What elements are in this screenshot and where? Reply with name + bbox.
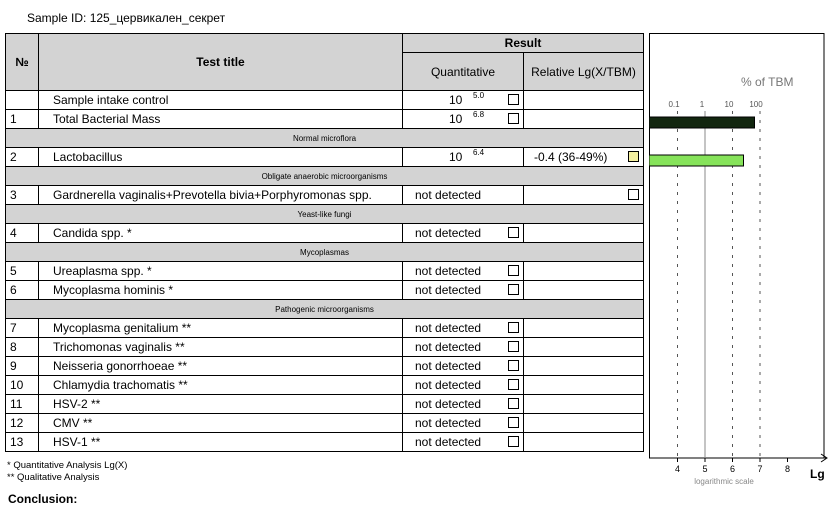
relative-cell: [524, 376, 644, 395]
table-row: [6, 186, 644, 205]
not-detected-text: not detected: [415, 397, 482, 411]
x-tick-label: 4: [674, 464, 681, 474]
quantitative-cell: [403, 319, 524, 338]
footnotes: [7, 460, 127, 484]
table-row: [6, 110, 644, 129]
section-row: [6, 243, 644, 262]
relative-cell: [524, 281, 644, 300]
result-checkbox: [508, 227, 519, 238]
table-row: [6, 414, 644, 433]
section-label: Yeast-like fungi: [6, 205, 644, 224]
sample-id: Sample ID: 125_цервикален_секрет: [27, 11, 226, 25]
quantitative-cell: [403, 338, 524, 357]
table-row: [6, 338, 644, 357]
x-unit-label: Lg: [810, 467, 825, 481]
test-title: Ureaplasma spp. *: [39, 262, 403, 281]
result-checkbox: [508, 322, 519, 333]
relative-cell: [524, 91, 644, 110]
test-title: Gardnerella vaginalis+Prevotella bivia+Porphyromonas spp.: [39, 186, 403, 205]
row-number: 7: [6, 319, 39, 338]
section-label: Mycoplasmas: [6, 243, 644, 262]
relative-cell: [524, 224, 644, 243]
row-number: 11: [6, 395, 39, 414]
table-row: [6, 357, 644, 376]
table-row: [6, 395, 644, 414]
conclusion-label: Conclusion:: [8, 492, 78, 506]
table-row: [6, 433, 644, 452]
row-number: 4: [6, 224, 39, 243]
test-title: HSV-1 **: [39, 433, 403, 452]
not-detected-text: not detected: [415, 321, 482, 335]
quantitative-cell: [403, 148, 524, 167]
row-number: 1: [6, 110, 39, 129]
not-detected-text: not detected: [415, 416, 482, 430]
quantitative-cell: [403, 433, 524, 452]
header-result: Result: [403, 34, 644, 53]
test-title: CMV **: [39, 414, 403, 433]
x-tick-label: 5: [702, 464, 708, 474]
not-detected-text: not detected: [415, 359, 482, 373]
quantitative-cell: [403, 414, 524, 433]
quantitative-cell: [403, 224, 524, 243]
result-checkbox: [508, 360, 519, 371]
row-number: 5: [6, 262, 39, 281]
x-tick-label: 6: [729, 464, 736, 474]
relative-value: -0.4 (36-49%): [534, 150, 608, 164]
section-row: [6, 300, 644, 319]
result-checkbox: [508, 265, 519, 276]
not-detected-text: not detected: [415, 340, 482, 354]
footnote-quantitative: * Quantitative Analysis Lg(X): [7, 460, 128, 471]
quantitative-exponent: 6.4: [473, 148, 485, 157]
section-row: [6, 205, 644, 224]
test-title: Mycoplasma genitalium **: [39, 319, 403, 338]
quantitative-cell: [403, 395, 524, 414]
relative-cell: [524, 186, 644, 205]
result-checkbox: [508, 341, 519, 352]
quantitative-base: 10: [449, 150, 463, 164]
relative-checkbox: [628, 189, 639, 200]
quantitative-cell: [403, 186, 524, 205]
result-checkbox: [508, 417, 519, 428]
top-tick-label: 0.1: [668, 100, 680, 109]
relative-cell: [524, 357, 644, 376]
result-checkbox: [508, 398, 519, 409]
top-tick-label: 1: [699, 100, 705, 109]
not-detected-text: not detected: [415, 188, 482, 202]
section-row: [6, 129, 644, 148]
result-checkbox: [508, 436, 519, 447]
row-number: 8: [6, 338, 39, 357]
log-scale-chart: [649, 33, 828, 488]
quantitative-base: 10: [449, 112, 463, 126]
relative-cell: [524, 414, 644, 433]
row-number: 13: [6, 433, 39, 452]
test-title: Sample intake control: [39, 91, 403, 110]
section-row: [6, 167, 644, 186]
row-number: 2: [6, 148, 39, 167]
scale-label: logarithmic scale: [694, 477, 754, 486]
not-detected-text: not detected: [415, 435, 482, 449]
test-title: Total Bacterial Mass: [39, 110, 403, 129]
table-row: [6, 91, 644, 110]
section-label: Normal microflora: [6, 129, 644, 148]
quantitative-exponent: 6.8: [473, 110, 485, 119]
test-title: Chlamydia trachomatis **: [39, 376, 403, 395]
relative-cell: [524, 319, 644, 338]
result-checkbox: [508, 94, 519, 105]
row-number: 10: [6, 376, 39, 395]
results-table: [5, 33, 644, 452]
quantitative-cell: [403, 91, 524, 110]
footnote-qualitative: ** Qualitative Analysis: [7, 472, 100, 483]
relative-checkbox: [628, 151, 639, 162]
header-test-title: Test title: [39, 34, 403, 91]
test-title: Neisseria gonorrhoeae **: [39, 357, 403, 376]
relative-cell: [524, 262, 644, 281]
chart-bar: [649, 155, 744, 166]
relative-cell: [524, 395, 644, 414]
percent-of-tbm-label: % of TBM: [741, 75, 794, 89]
relative-cell: [524, 338, 644, 357]
test-title: Trichomonas vaginalis **: [39, 338, 403, 357]
not-detected-text: not detected: [415, 378, 482, 392]
results-body: [6, 91, 644, 452]
quantitative-cell: [403, 281, 524, 300]
x-tick-label: 7: [757, 464, 763, 474]
row-number: 12: [6, 414, 39, 433]
not-detected-text: not detected: [415, 283, 482, 297]
not-detected-text: not detected: [415, 264, 482, 278]
quantitative-cell: [403, 376, 524, 395]
test-title: Lactobacillus: [39, 148, 403, 167]
result-checkbox: [508, 113, 519, 124]
header-relative: Relative Lg(X/TBM): [524, 53, 644, 91]
section-label: Obligate anaerobic microorganisms: [6, 167, 644, 186]
x-tick-label: 8: [784, 464, 791, 474]
row-number: [6, 91, 39, 110]
header-quantitative: Quantitative: [403, 53, 524, 91]
test-title: HSV-2 **: [39, 395, 403, 414]
table-row: [6, 319, 644, 338]
section-label: Pathogenic microorganisms: [6, 300, 644, 319]
quantitative-cell: [403, 357, 524, 376]
quantitative-base: 10: [449, 93, 463, 107]
test-title: Mycoplasma hominis *: [39, 281, 403, 300]
row-number: 6: [6, 281, 39, 300]
table-row: [6, 262, 644, 281]
relative-cell: [524, 148, 644, 167]
chart-bar: [649, 117, 755, 128]
top-tick-label: 10: [724, 100, 734, 109]
quantitative-cell: [403, 262, 524, 281]
relative-cell: [524, 110, 644, 129]
quantitative-exponent: 5.0: [473, 91, 485, 100]
test-title: Candida spp. *: [39, 224, 403, 243]
row-number: 9: [6, 357, 39, 376]
table-row: [6, 281, 644, 300]
result-checkbox: [508, 284, 519, 295]
quantitative-cell: [403, 110, 524, 129]
row-number: 3: [6, 186, 39, 205]
not-detected-text: not detected: [415, 226, 482, 240]
result-checkbox: [508, 379, 519, 390]
table-row: [6, 148, 644, 167]
header-number: №: [6, 34, 39, 91]
table-row: [6, 224, 644, 243]
top-tick-label: 100: [749, 100, 763, 109]
relative-cell: [524, 433, 644, 452]
table-row: [6, 376, 644, 395]
